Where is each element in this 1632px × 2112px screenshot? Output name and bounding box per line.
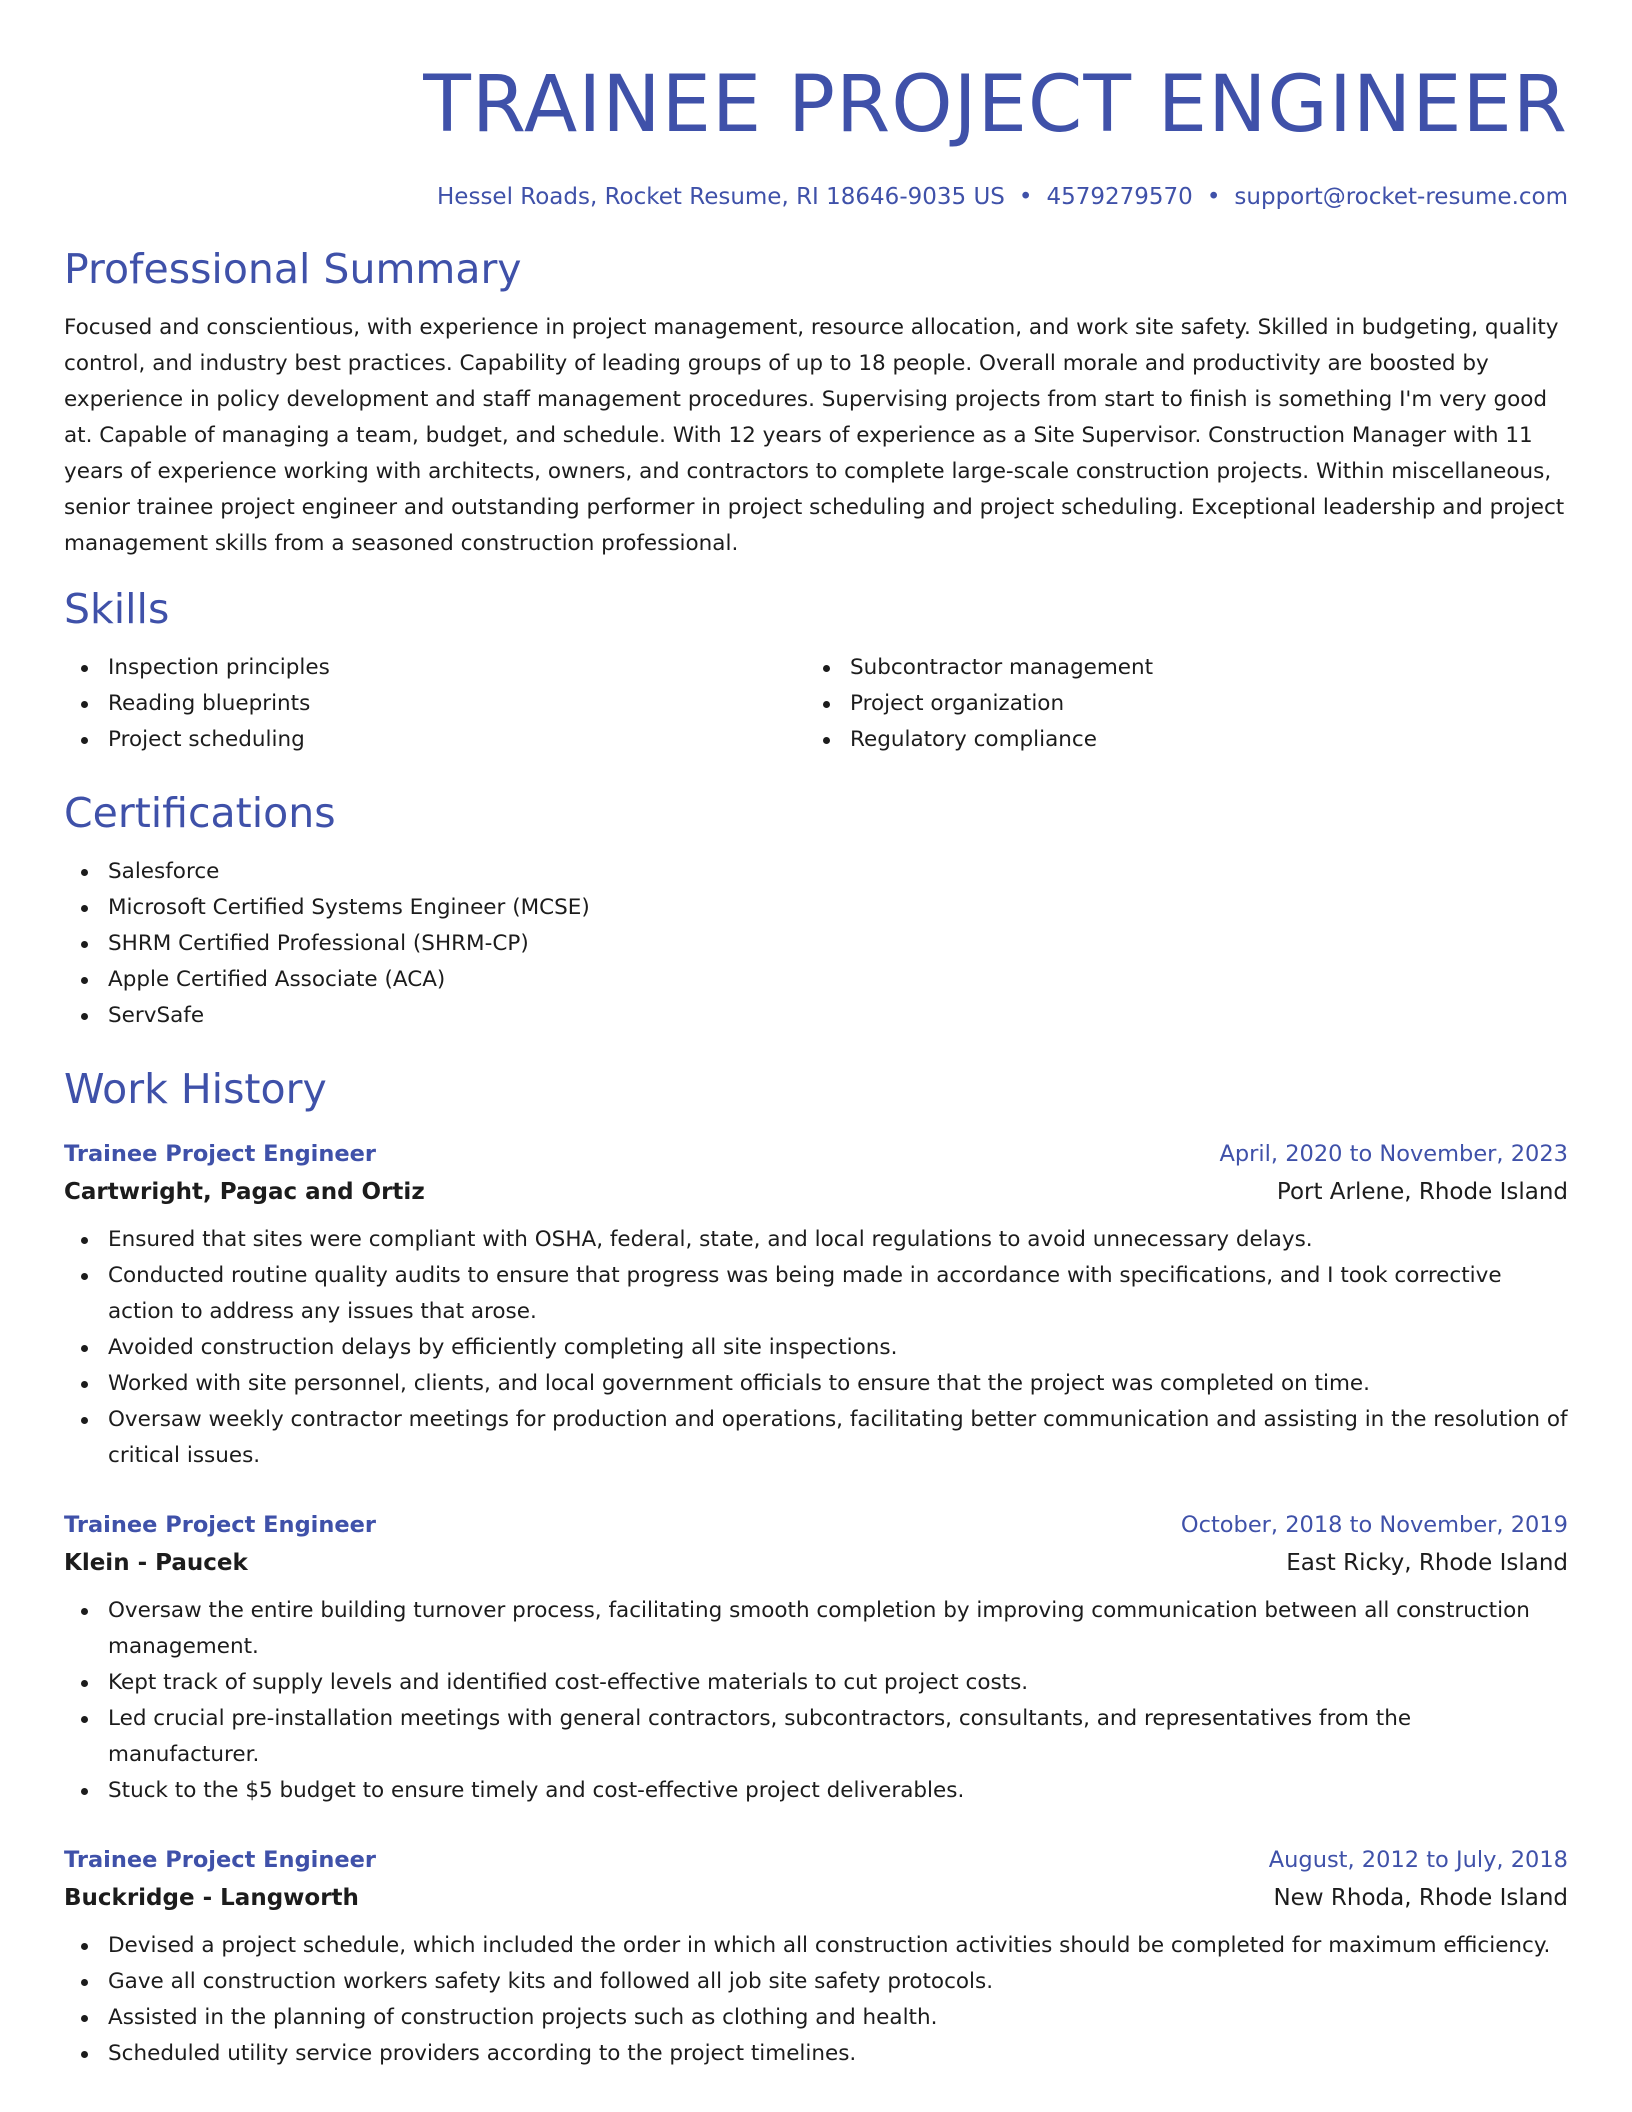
skill-item: Regulatory compliance [806,722,1548,758]
job-company-row [64,1543,1568,1583]
certifications-heading: Certifications [64,789,336,837]
skills-columns [64,650,1568,758]
contact-separator: • [1018,184,1033,210]
work-history-heading: Work History [64,1065,327,1113]
job-bullet: Devised a project schedule, which included the order in which all construction activities should be completed for maximum efficiency. [64,1928,1568,1964]
job-header-row [64,1842,1568,1878]
job-bullet: Ensured that sites were compliant with OSHA, federal, state, and local regulations to avoid unnecessary delays. [64,1222,1568,1258]
skill-item: Project scheduling [64,722,806,758]
job-bullet: Assisted in the planning of construction projects such as clothing and health. [64,2000,1568,2036]
skills-list-right [806,650,1548,758]
job-bullet: Gave all construction workers safety kits and followed all job site safety protocols. [64,1964,1568,2000]
job-company: Buckridge - Langworth [64,1885,359,1911]
job-header-row [64,1507,1568,1543]
certification-item: Apple Certified Associate (ACA) [64,962,1568,998]
work-history-section [64,1064,1568,2072]
job-company: Klein - Paucek [64,1550,248,1576]
contact-line [64,182,1568,212]
skill-item: Subcontractor management [806,650,1548,686]
certification-item: Microsoft Certified Systems Engineer (MCSE) [64,890,1568,926]
job-bullet: Stuck to the $5 budget to ensure timely and cost-effective project deliverables. [64,1773,1568,1809]
contact-address: Hessel Roads, Rocket Resume, RI 18646-9035 US [437,184,1005,210]
resume-header [64,0,1568,212]
job-bullet: Worked with site personnel, clients, and local government officials to ensure that the project was completed on time. [64,1366,1568,1402]
skill-item: Project organization [806,686,1548,722]
certification-item: SHRM Certified Professional (SHRM-CP) [64,926,1568,962]
summary-section [64,244,1568,562]
job-bullet: Led crucial pre-installation meetings with general contractors, subcontractors, consultants, and representatives from the manufacturer. [64,1701,1568,1773]
contact-separator: • [1206,184,1221,210]
skills-list-left [64,650,806,758]
job-bullets [64,1928,1568,2072]
skill-item: Inspection principles [64,650,806,686]
resume-title: TRAINEE PROJECT ENGINEER [423,60,1568,150]
job-bullets [64,1222,1568,1474]
summary-text: Focused and conscientious, with experience in project management, resource allocation, and work site safety. Skilled in budgeting, quality control, and industry best practices. Capability of leading groups of up to 18 people. Overall morale and productivity are boosted by experience in policy development and staff management procedures. Supervising projects from start to finish is something I'm very good at. Capable of managing a team, budget, and schedule. With 12 years of experience as a Site Supervisor. Construction Manager with 11 years of experience working with architects, owners, and contractors to complete large-scale construction projects. Within miscellaneous, senior trainee project engineer and outstanding performer in project scheduling and project scheduling. Exceptional leadership and project management skills from a seasoned construction professional. [64,315,1565,556]
job-company: Cartwright, Pagac and Ortiz [64,1179,425,1205]
job-header-row [64,1136,1568,1172]
job-location: New Rhoda, Rhode Island [1273,1885,1568,1911]
job-company-row [64,1878,1568,1918]
job-entry [64,1507,1568,1809]
job-title: Trainee Project Engineer [64,1141,377,1167]
job-title: Trainee Project Engineer [64,1847,377,1873]
job-bullet: Scheduled utility service providers according to the project timelines. [64,2036,1568,2072]
job-location: East Ricky, Rhode Island [1286,1550,1568,1576]
summary-heading: Professional Summary [64,245,522,293]
skill-item: Reading blueprints [64,686,806,722]
job-company-row [64,1172,1568,1212]
skills-section [64,584,1568,758]
contact-email[interactable]: support@rocket-resume.com [1234,184,1568,210]
job-bullet: Oversaw weekly contractor meetings for production and operations, facilitating better communication and assisting in the resolution of critical issues. [64,1402,1568,1474]
job-bullet: Oversaw the entire building turnover process, facilitating smooth completion by improving communication between all construction management. [64,1593,1568,1665]
job-entry [64,1136,1568,1474]
certification-item: ServSafe [64,998,1568,1034]
certification-item: Salesforce [64,854,1568,890]
skills-heading: Skills [64,585,170,633]
job-bullet: Conducted routine quality audits to ensure that progress was being made in accordance with specifications, and I took corrective action to address any issues that arose. [64,1258,1568,1330]
job-dates: October, 2018 to November, 2019 [1180,1512,1568,1538]
job-location: Port Arlene, Rhode Island [1276,1179,1568,1205]
job-dates: August, 2012 to July, 2018 [1268,1847,1568,1873]
contact-phone[interactable]: 4579279570 [1046,184,1193,210]
job-entry [64,1842,1568,2072]
certifications-section [64,788,1568,1034]
certifications-list [64,854,1568,1034]
job-bullet: Kept track of supply levels and identified cost-effective materials to cut project costs. [64,1665,1568,1701]
job-bullets [64,1593,1568,1809]
job-title: Trainee Project Engineer [64,1512,377,1538]
job-bullet: Avoided construction delays by efficiently completing all site inspections. [64,1330,1568,1366]
job-dates: April, 2020 to November, 2023 [1219,1141,1568,1167]
